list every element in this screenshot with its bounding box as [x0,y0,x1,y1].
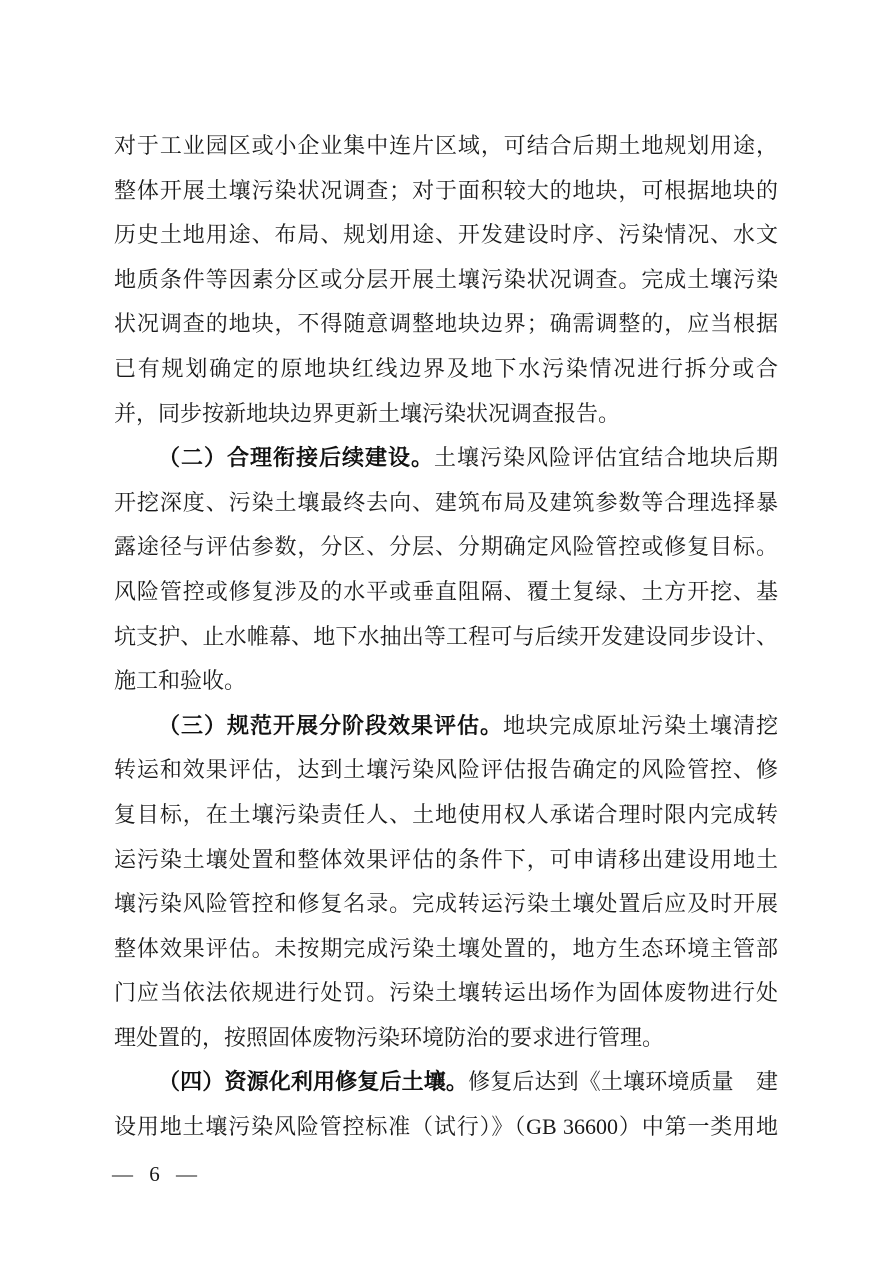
body-text: 并，同步按新地块边界更新土壤污染状况调查报告。 [114,400,621,426]
section-heading: （三）规范开展分阶段效果评估。 [158,712,503,738]
body-text: 开挖深度、污染土壤最终去向、建筑布局及建筑参数等合理选择暴 [114,489,778,515]
text-line [114,213,778,258]
body-text: 理处置的，按照固体废物污染环境防治的要求进行管理。 [114,1024,665,1050]
body-text: 风险管控或修复涉及的水平或垂直阻隔、覆土复绿、土方开挖、基 [114,578,778,604]
text-line [114,1016,778,1061]
para-continuation-investigation [114,124,778,436]
text-line [114,1060,778,1105]
body-text: 对于工业园区或小企业集中连片区域，可结合后期土地规划用途， [114,133,778,158]
body-text: 坑支护、止水帷幕、地下水抽出等工程可与后续开发建设同步设计、 [114,623,778,649]
text-line [114,793,778,838]
section-heading: （二）合理衔接后续建设。 [158,445,434,471]
para-section-4-soil-reuse [114,1060,778,1149]
body-text: 状况调查的地块，不得随意调整地块边界；确需调整的，应当根据 [114,311,778,337]
text-line [114,838,778,883]
text-line [114,927,778,972]
body-text: 历史土地用途、布局、规划用途、开发建设时序、污染情况、水文 [114,222,778,248]
text-line [114,347,778,392]
body-text: 复目标，在土壤污染责任人、土地使用权人承诺合理时限内完成转 [114,801,778,827]
document-body [114,124,778,1150]
body-text: 运污染土壤处置和整体效果评估的条件下，可申请移出建设用地土 [114,846,778,872]
body-text: 已有规划确定的原地块红线边界及地下水污染情况进行拆分或合 [114,355,778,381]
text-line [114,570,778,615]
body-text: 地块完成原址污染土壤清挖 [502,712,778,738]
text-line [114,704,778,749]
page-footer [112,1158,198,1190]
text-line [114,525,778,570]
text-line [114,258,778,303]
body-text: 施工和验收。 [114,668,247,694]
body-text: 壤污染风险管控和修复名录。完成转运污染土壤处置后应及时开展 [114,891,778,917]
text-line [114,615,778,660]
body-text: 整体效果评估。未按期完成污染土壤处置的，地方生态环境主管部 [114,935,778,961]
text-line [114,1105,778,1150]
body-text: 修复后达到《土壤环境质量 建 [468,1069,778,1095]
text-line [114,124,778,169]
body-text: 露途径与评估参数，分区、分层、分期确定风险管控或修复目标。 [114,534,778,560]
text-line [114,481,778,526]
body-text: 转运和效果评估，达到土壤污染风险评估报告确定的风险管控、修 [114,757,778,783]
text-line [114,748,778,793]
text-line [114,302,778,347]
text-line [114,971,778,1016]
text-line [114,392,778,437]
para-section-2-construction-linkage [114,436,778,704]
text-line [114,882,778,927]
body-text: 土壤污染风险评估宜结合地块后期 [434,445,778,471]
section-heading: （四）资源化利用修复后土壤。 [158,1069,469,1095]
page-number: — 6 — [112,1162,198,1186]
text-line [114,659,778,704]
body-text: 地质条件等因素分区或分层开展土壤污染状况调查。完成土壤污染 [114,266,778,292]
para-section-3-phased-evaluation [114,704,778,1061]
text-line [114,436,778,481]
body-text: 门应当依法依规进行处罚。污染土壤转运出场作为固体废物进行处 [114,980,778,1006]
body-text: 整体开展土壤污染状况调查；对于面积较大的地块，可根据地块的 [114,177,778,203]
body-text: 设用地土壤污染风险管控标准（试行）》（GB 36600）中第一类用地 [114,1114,778,1140]
text-line [114,169,778,214]
